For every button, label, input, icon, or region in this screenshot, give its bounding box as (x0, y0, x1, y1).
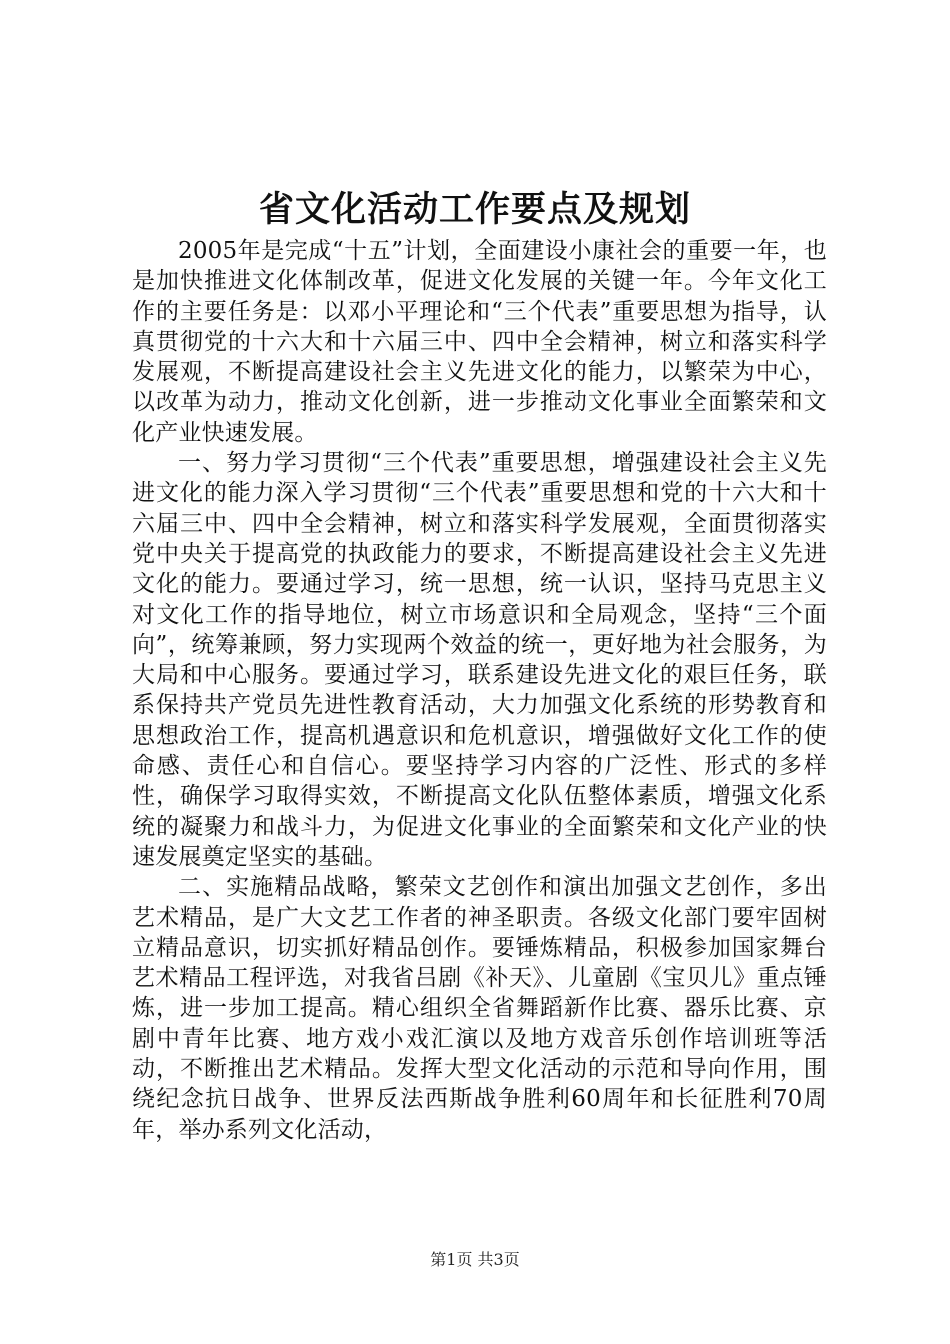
paragraph-section-two: 二、实施精品战略，繁荣文艺创作和演出加强文艺创作，多出艺术精品，是广大文艺工作者的神圣职责。各级文化部门要牢固树立精品意识，切实抓好精品创作。要锤炼精品，积极参加国家舞台艺术精品工程评选，对我省吕剧《补天》、儿童剧《宝贝儿》重点锤炼，进一步加工提高。精心组织全省舞蹈新作比赛、器乐比赛、京剧中青年比赛、地方戏小戏汇演以及地方戏音乐创作培训班等活动，不断推出艺术精品。发挥大型文化活动的示范和导向作用，围绕纪念抗日战争、世界反法西斯战争胜利60周年和长征胜利70周年，举办系列文化活动， (132, 874, 827, 1143)
paragraph-section-one: 一、努力学习贯彻“三个代表”重要思想，增强建设社会主义先进文化的能力深入学习贯彻“三个代表”重要思想和党的十六大和十六届三中、四中全会精神，树立和落实科学发展观，全面贯彻落实党中央关于提高党的执政能力的要求，不断提高建设社会主义先进文化的能力。要通过学习，统一思想，统一认识，坚持马克思主义对文化工作的指导地位，树立市场意识和全局观念，坚持“三个面向”，统筹兼顾，努力实现两个效益的统一，更好地为社会服务，为大局和中心服务。要通过学习，联系建设先进文化的艰巨任务，联系保持共产党员先进性教育活动，大力加强文化系统的形势教育和思想政治工作，提高机遇意识和危机意识，增强做好文化工作的使命感、责任心和自信心。要坚持学习内容的广泛性、形式的多样性，确保学习取得实效，不断提高文化队伍整体素质，增强文化系统的凝聚力和战斗力，为促进文化事业的全面繁荣和文化产业的快速发展奠定坚实的基础。 (132, 450, 827, 870)
paragraph-intro: 2005年是完成“十五”计划，全面建设小康社会的重要一年，也是加快推进文化体制改革，促进文化发展的关键一年。今年文化工作的主要任务是：以邓小平理论和“三个代表”重要思想为指导，认真贯彻党的十六大和十六届三中、四中全会精神，树立和落实科学发展观，不断提高建设社会主义先进文化的能力，以繁荣为中心，以改革为动力，推动文化创新，进一步推动文化事业全面繁荣和文化产业快速发展。 (132, 238, 827, 446)
page-number-footer: 第1页 共3页 (430, 1250, 520, 1269)
document-title: 省文化活动工作要点及规划 (258, 189, 691, 230)
document-body (132, 236, 827, 1145)
